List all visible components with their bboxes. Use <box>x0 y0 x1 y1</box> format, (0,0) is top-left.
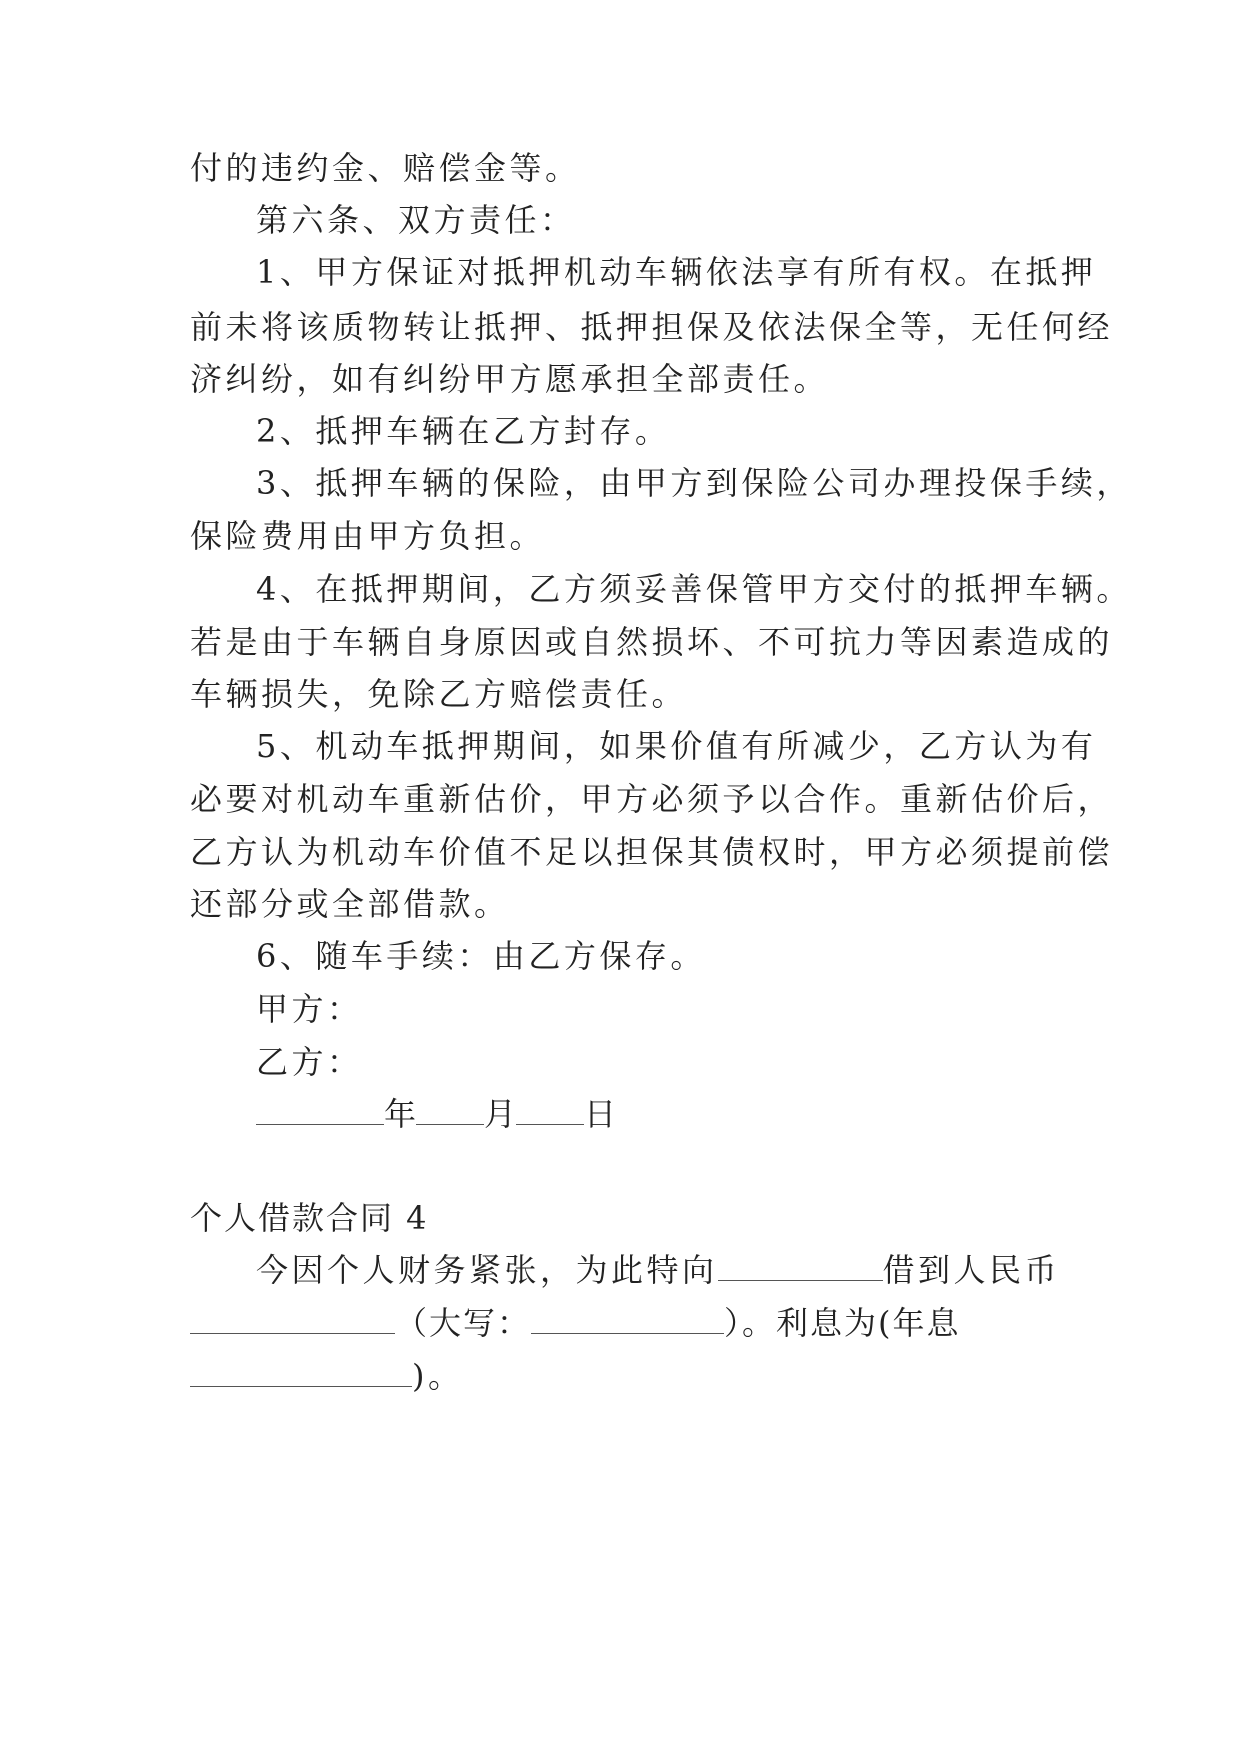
paragraph-line: 4、在抵押期间，乙方须妥善保管甲方交付的抵押车辆。 <box>256 570 1132 608</box>
paragraph-line: 3、抵押车辆的保险，由甲方到保险公司办理投保手续， <box>256 464 1132 502</box>
amount-uppercase-blank[interactable] <box>531 1305 724 1334</box>
day-blank[interactable] <box>516 1096 584 1125</box>
paragraph-line: 济纠纷，如有纠纷甲方愿承担全部责任。 <box>190 360 830 398</box>
day-label: 日 <box>584 1095 617 1133</box>
lender-name-blank[interactable] <box>718 1252 883 1281</box>
clause-heading: 第六条、双方责任： <box>256 201 576 239</box>
paragraph-line: 乙方认为机动车价值不足以担保其债权时，甲方必须提前偿 <box>190 833 1114 871</box>
uppercase-label: （大写： <box>395 1304 532 1342</box>
paragraph-line: 6、随车手续：由乙方保存。 <box>256 937 706 975</box>
month-blank[interactable] <box>416 1096 484 1125</box>
loan-amount-label: 借到人民币 <box>882 1251 1061 1289</box>
date-line <box>256 1094 616 1134</box>
interest-close: )。 <box>412 1357 464 1395</box>
paragraph-line: 付的违约金、赔偿金等。 <box>190 149 581 187</box>
paragraph-line: 车辆损失，免除乙方赔偿责任。 <box>190 675 688 713</box>
paragraph-line: 保险费用由甲方负担。 <box>190 517 546 555</box>
paragraph-line: 1、甲方保证对抵押机动车辆依法享有所有权。在抵押 <box>256 253 1097 291</box>
loan-line-1 <box>256 1250 1060 1290</box>
paragraph-line: 必要对机动车重新估价，甲方必须予以合作。重新估价后， <box>190 780 1114 818</box>
interest-rate-blank[interactable] <box>190 1358 412 1387</box>
paragraph-line: 若是由于车辆自身原因或自然损坏、不可抗力等因素造成的 <box>190 623 1114 661</box>
loan-line-3 <box>190 1356 464 1396</box>
party-b-label: 乙方： <box>256 1043 363 1081</box>
paragraph-line: 2、抵押车辆在乙方封存。 <box>256 412 671 450</box>
month-label: 月 <box>484 1095 517 1133</box>
year-blank[interactable] <box>256 1096 384 1125</box>
loan-intro-text: 今因个人财务紧张，为此特向 <box>256 1251 718 1289</box>
paragraph-line: 还部分或全部借款。 <box>190 885 510 923</box>
contract-title: 个人借款合同 4 <box>190 1199 429 1237</box>
paragraph-line: 前未将该质物转让抵押、抵押担保及依法保全等，无任何经 <box>190 308 1114 346</box>
year-label: 年 <box>384 1095 417 1133</box>
party-a-label: 甲方： <box>256 990 363 1028</box>
amount-blank[interactable] <box>190 1305 395 1334</box>
loan-line-2 <box>190 1303 961 1343</box>
paragraph-line: 5、机动车抵押期间，如果价值有所减少，乙方认为有 <box>256 727 1097 765</box>
interest-label: ）。利息为(年息 <box>724 1304 961 1342</box>
